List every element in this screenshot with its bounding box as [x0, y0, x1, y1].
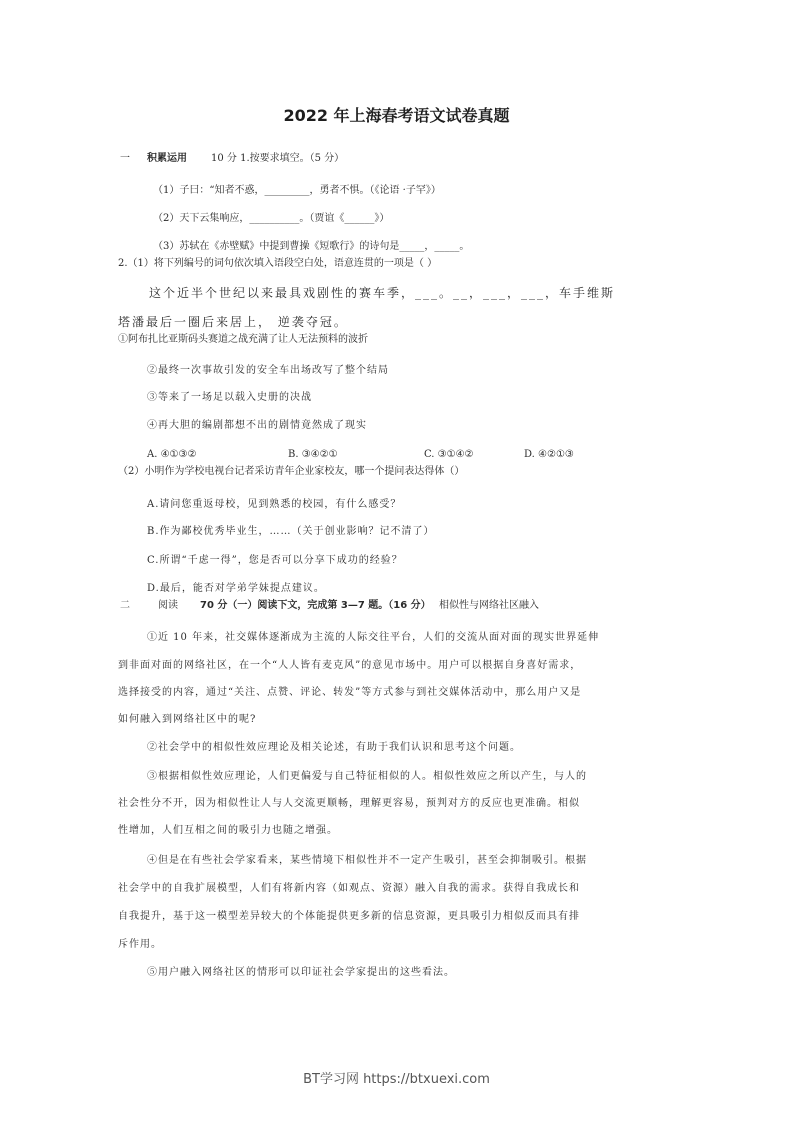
phrase-option-1: ①阿布扎比亚斯码头赛道之战充满了让人无法预料的波折 — [118, 334, 368, 345]
question-2-stem: 2.（1）将下列编号的词句依次填入语段空白处，语意连贯的一项是（ ） — [118, 258, 438, 269]
section2-intro: 70 分（一）阅读下文，完成第 3—7 题。（16 分） — [200, 600, 431, 611]
question-2-2-option-a: A.请问您重返母校，见到熟悉的校园，有什么感受？ — [147, 499, 402, 510]
question-1-3: （3）苏轼在《赤壁赋》中提到曹操《短歌行》的诗句是_____，_____。 — [153, 241, 470, 252]
section1-score-intro: 10 分 1.按要求填空。（5 分） — [211, 153, 345, 164]
phrase-option-3: ③等来了一场足以载入史册的决战 — [147, 392, 312, 403]
passage-p2-line1: ②社会学中的相似性效应理论及相关论述，有助于我们认识和思考这个问题。 — [147, 742, 521, 753]
phrase-option-2: ②最终一次事故引发的安全车出场改写了整个结局 — [147, 365, 389, 376]
answer-choice-c: C. ③①④② — [424, 449, 474, 460]
section2-number: 二 — [120, 600, 130, 611]
section2-name: 阅读 — [158, 600, 178, 611]
question-2-2-option-d: D.最后，能否对学弟学妹提点建议。 — [147, 583, 325, 594]
question-2-paragraph-line2: 塔潘最后一圈后来居上， 逆袭夺冠。 — [118, 315, 348, 329]
section1-number: 一 — [120, 153, 130, 164]
passage-p3-line2: 社会性分不开，因为相似性让人与人交流更顺畅，理解更容易，预判对方的反应也更准确。相似 — [118, 798, 580, 809]
passage-p1-line2: 到非面对面的网络社区，在一个“人人皆有麦克风”的意见市场中。用户可以根据自身喜好需求， — [118, 660, 582, 671]
section1-name: 积累运用 — [147, 153, 187, 164]
passage-p5-line1: ⑤用户融入网络社区的情形可以印证社会学家提出的这些看法。 — [147, 967, 455, 978]
reading-title: 相似性与网络社区融入 — [439, 600, 539, 611]
question-2-2-option-b: B.作为鄙校优秀毕业生，……（关于创业影响？记不清了） — [147, 526, 435, 537]
question-2-paragraph-line1: 这个近半个世纪以来最具戏剧性的赛车季，___。__，___，___，车手维斯 — [149, 286, 616, 300]
phrase-option-4: ④再大胆的编剧都想不出的剧情竟然成了现实 — [147, 420, 367, 431]
passage-p1-line1: ①近 10 年来，社交媒体逐渐成为主流的人际交往平台，人们的交流从面对面的现实世界延伸 — [147, 632, 600, 643]
passage-p1-line4: 如何融入到网络社区中的呢? — [118, 714, 257, 725]
question-1-1: （1）子曰：“知者不惑，_________，勇者不惧。（《论语 ·子罕》） — [153, 185, 441, 196]
page-title: 2022 年上海春考语文试卷真题 — [283, 106, 510, 125]
passage-p4-line2: 社会学中的自我扩展模型，人们有将新内容（如观点、资源）融入自我的需求。获得自我成长和 — [118, 883, 580, 894]
question-2-2-stem: （2）小明作为学校电视台记者采访青年企业家校友，哪一个提问表达得体（） — [118, 466, 465, 477]
answer-choice-a: A. ④①③② — [147, 449, 197, 460]
passage-p3-line3: 性增加，人们互相之间的吸引力也随之增强。 — [118, 825, 338, 836]
answer-choice-d: D. ④②①③ — [524, 449, 574, 460]
passage-p1-line3: 选择接受的内容，通过“关注、点赞、评论、转发”等方式参与到社交媒体活动中，那么用户又是 — [118, 687, 582, 698]
question-1-2: （2）天下云集响应，__________。（贾谊《______》） — [153, 213, 390, 224]
passage-p4-line3: 自我提升，基于这一模型差异较大的个体能提供更多新的信息资源，更具吸引力相似反而具有排 — [118, 911, 580, 922]
question-2-2-option-c: C.所谓“千虑一得”，您是否可以分享下成功的经验？ — [147, 555, 403, 566]
passage-p3-line1: ③根据相似性效应理论，人们更偏爱与自己特征相似的人。相似性效应之所以产生，与人的 — [147, 771, 587, 782]
passage-p4-line1: ④但是在有些社会学家看来，某些情境下相似性并不一定产生吸引，甚至会抑制吸引。根据 — [147, 855, 587, 866]
answer-choice-b: B. ③④②① — [288, 449, 338, 460]
footer-watermark: BT学习网 https://btxuexi.com — [303, 1072, 490, 1087]
passage-p4-line4: 斥作用。 — [118, 939, 162, 950]
